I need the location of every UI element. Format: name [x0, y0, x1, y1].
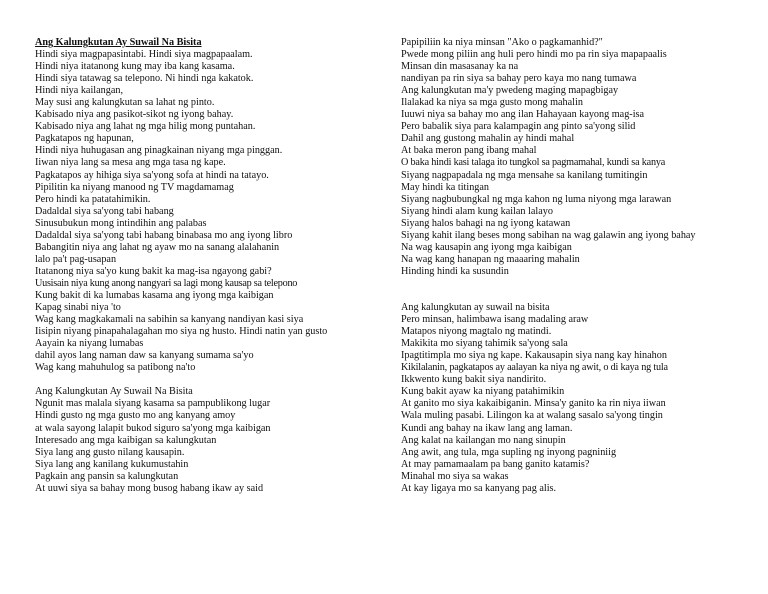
- poem-line: Aayain ka niyang lumabas: [35, 338, 144, 350]
- stanza-break: [35, 374, 373, 386]
- stanza-break: [401, 290, 733, 302]
- poem-line: Hindi niya itatanong kung may iba kang kasama.: [35, 61, 235, 73]
- poem-line: Itatanong niya sa'yo kung bakit ka mag-isa ngayong gabi?: [35, 265, 272, 277]
- poem-line: Dadaldal siya sa'yong tabi habang: [35, 205, 174, 217]
- poem-line: Ikkwento kung bakit siya nandirito.: [401, 374, 547, 386]
- poem-line: Wag kang mahuhulog sa patibong na'to: [35, 362, 196, 374]
- poem-line: Siyang halos bahagi na ng iyong katawan: [401, 217, 571, 229]
- poem-line: Hindi siya tatawag sa telepono. Ni hindi nga kakatok.: [35, 73, 254, 85]
- poem-line: At ganito mo siya kakaibiganin. Minsa'y ganito ka rin niya iiwan: [401, 398, 666, 410]
- poem-line: Ilalakad ka niya sa mga gusto mong mahalin: [401, 97, 583, 109]
- poem-line: At uuwi siya sa bahay mong busog habang ikaw ay said: [35, 482, 264, 494]
- poem-line: Wag kang magkakamali na sabihin sa kanyang nandiyan kasi siya: [35, 314, 304, 326]
- poem-line: Pagkain ang pansin sa kalungkutan: [35, 470, 179, 482]
- poem-line: At baka meron pang ibang mahal: [401, 145, 537, 157]
- left-column: [35, 37, 373, 495]
- poem-line: Kung bakit di ka lumabas kasama ang iyong mga kaibigan: [35, 289, 274, 301]
- poem-line: O baka hindi kasi talaga ito tungkol sa pagmamahal, kundi sa kanya: [401, 157, 666, 169]
- poem-line: Iuuwi niya sa bahay mo ang ilan Hahayaan kayong mag-isa: [401, 109, 645, 121]
- poem-line: Siyang kahit ilang beses mong sabihan na wag galawin ang iyong bahay: [401, 229, 696, 241]
- poem-line: Pero hindi ka patatahimikin.: [35, 193, 151, 205]
- poem-line: Pagkatapos ay hihiga siya sa'yong sofa at hindi na tatayo.: [35, 169, 269, 181]
- poem-line: Pipilitin ka niyang manood ng TV magdamamag: [35, 181, 234, 193]
- poem-line: Siya lang ang gusto nilang kausapin.: [35, 446, 185, 458]
- poem-line: Minsan din masasanay ka na: [401, 61, 519, 73]
- poem-line: Na wag kausapin ang iyong mga kaibigan: [401, 241, 572, 253]
- poem-line: Kabisado niya ang pasikot-sikot ng iyong bahay.: [35, 109, 234, 121]
- poem-line: Makikita mo siyang tahimik sa'yong sala: [401, 338, 568, 350]
- poem-line: Siyang nagbubungkal ng mga kahon ng luma niyong mga larawan: [401, 193, 672, 205]
- poem-line: Hindi niya kailangan,: [35, 85, 123, 97]
- poem-line: At kay ligaya mo sa kanyang pag alis.: [401, 482, 557, 494]
- poem-line: Hindi siya magpapasintabi. Hindi siya magpapaalam.: [35, 49, 253, 61]
- poem-line: Siya lang ang kanilang kukumustahin: [35, 458, 189, 470]
- poem-line: Hindi gusto ng mga gusto mo ang kanyang amoy: [35, 410, 236, 422]
- poem-line: Kikilalanin, pagkatapos ay aalayan ka niya ng awit, o di kaya ng tula: [401, 362, 668, 374]
- poem-line: Dahil ang gustong mahalin ay hindi mahal: [401, 133, 575, 145]
- poem-line: Ipagtitimpla mo siya ng kape. Kakausapin siya nang kay hinahon: [401, 350, 667, 362]
- poem-line: Siyang hindi alam kung kailan lalayo: [401, 205, 553, 217]
- poem-line: Babangitin niya ang lahat ng ayaw mo na sanang alalahanin: [35, 241, 280, 253]
- poem-line: Ngunit mas malala siyang kasama sa pampublikong lugar: [35, 398, 271, 410]
- poem-line: Siyang nagpapadala ng mga mensahe sa kanilang tumitingin: [401, 169, 648, 181]
- poem-line: Ang awit, ang tula, mga supling ng inyong pagniniig: [401, 446, 617, 458]
- poem-line: Iiwan niya lang sa mesa ang mga tasa ng kape.: [35, 157, 226, 169]
- poem-line: Minahal mo siya sa wakas: [401, 470, 509, 482]
- right-column: [401, 37, 733, 495]
- poem-line: Ang kalat na kailangan mo nang sinupin: [401, 434, 566, 446]
- poem-line: Pagkatapos ng hapunan,: [35, 133, 134, 145]
- poem-line: Kapag sinabi niya 'to: [35, 302, 121, 314]
- stanza-heading: Ang Kalungkutan Ay Suwail Na Bisita: [35, 386, 193, 398]
- poem-line: Hinding hindi ka susundin: [401, 265, 509, 277]
- poem-line: Pero babalik siya para kalampagin ang pinto sa'yong silid: [401, 121, 636, 133]
- poem-line: At may pamamaalam pa bang ganito katamis?: [401, 458, 590, 470]
- poem-line: May hindi ka titingan: [401, 181, 489, 193]
- poem-line: Kung bakit ayaw ka niyang patahimikin: [401, 386, 565, 398]
- poem-line: Ang kalungkutan ma'y pwedeng maging mapagbigay: [401, 85, 619, 97]
- poem-line: Kundi ang bahay na ikaw lang ang laman.: [401, 422, 573, 434]
- poem-line: Interesado ang mga kaibigan sa kalungkutan: [35, 434, 217, 446]
- poem-line: Dadaldal siya sa'yong tabi habang binabasa mo ang iyong libro: [35, 229, 293, 241]
- poem-line: Hindi niya huhugasan ang pinagkainan niyang mga pinggan.: [35, 145, 283, 157]
- poem-line: nandiyan pa rin siya sa bahay pero kaya mo nang tumawa: [401, 73, 637, 85]
- poem-line: Iisipin niyang pinapahalagahan mo siya ng husto. Hindi natin yan gusto: [35, 326, 328, 338]
- stanza-break: [401, 278, 733, 290]
- poem-line: lalo pa't pag-usapan: [35, 253, 117, 265]
- poem-line: dahil ayos lang naman daw sa kanyang sumama sa'yo: [35, 350, 254, 362]
- poem-line: Sinusubukun mong intindihin ang palabas: [35, 217, 207, 229]
- poem-line: Uusisain niya kung anong nangyari sa lagi mong kausap sa telepono: [35, 277, 298, 289]
- poem-line: May susi ang kalungkutan sa lahat ng pinto.: [35, 97, 215, 109]
- poem-title: Ang Kalungkutan Ay Suwail Na Bisita: [35, 37, 202, 48]
- poem-line: Papipiliin ka niya minsan "Ako o pagkamanhid?": [401, 37, 603, 48]
- stanza-heading: Ang kalungkutan ay suwail na bisita: [401, 302, 550, 314]
- poem-line: at wala sayong lalapit bukod siguro sa'yong mga kaibigan: [35, 422, 271, 434]
- poem-line: Wala muling pasabi. Lilingon ka at walang sasalo sa'yong tingin: [401, 410, 663, 422]
- poem-line: Pero minsan, halimbawa isang madaling araw: [401, 314, 589, 326]
- poem-line: Matapos niyong magtalo ng matindi.: [401, 326, 552, 338]
- poem-line: Na wag kang hanapan ng maaaring mahalin: [401, 253, 580, 265]
- poem-line: Pwede mong piliin ang huli pero hindi mo pa rin siya mapapaalis: [401, 49, 667, 61]
- poem-line: Kabisado niya ang lahat ng mga hilig mong puntahan.: [35, 121, 256, 133]
